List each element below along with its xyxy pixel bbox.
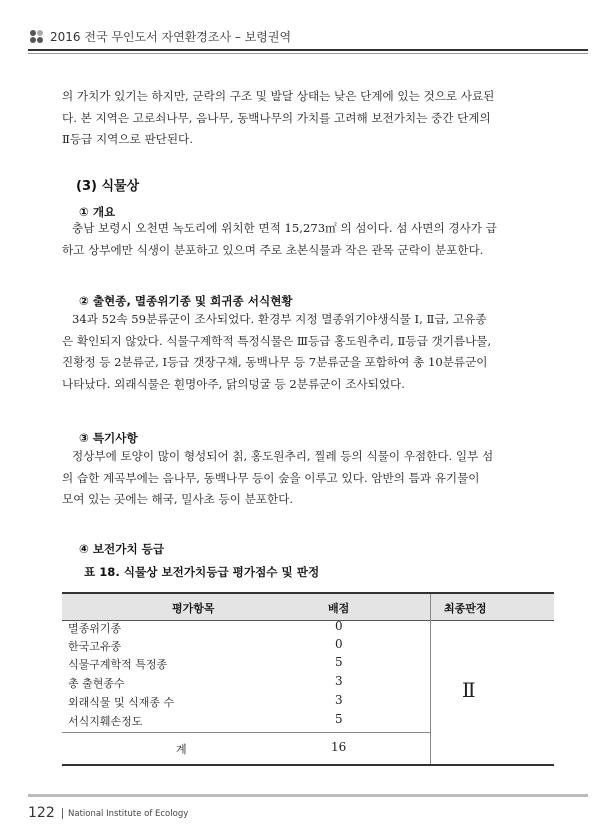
page-number: 122 <box>28 805 55 821</box>
table-row-score: 5 <box>335 712 343 726</box>
sub2-title: ② 출현종, 멸종위기종 및 희귀종 서식현황 <box>79 294 293 308</box>
sub2-line-2: 은 확인되지 않았다. 식물구계학적 특정식물은 Ⅲ등급 홍도원추리, Ⅱ등급 갯기름나물, <box>62 333 492 348</box>
table-row-item: 외래식물 및 식재종 수 <box>68 696 175 709</box>
intro-line-2: 다. 본 지역은 고로쇠나무, 음나무, 동백나무의 가치를 고려해 보전가치는 중간 단계의 <box>62 110 491 125</box>
table-row-item: 총 출현종수 <box>68 677 125 690</box>
sub3-paragraph <box>62 446 554 511</box>
intro-line-1: 의 가치가 있기는 하지만, 군락의 구조 및 발달 상태는 낮은 단계에 있는 것으로 사료된 <box>62 89 495 103</box>
header-score: 배점 <box>328 602 350 615</box>
total-label: 계 <box>176 743 187 756</box>
sub2-line-1: 34과 52속 59분류군이 조사되었다. 환경부 지정 멸종위기야생식물 Ⅰ, Ⅱ급, 고유종 <box>72 312 487 326</box>
table-row-item: 멸종위기종 <box>68 622 122 635</box>
table-row-item: 서식지훼손정도 <box>68 715 143 728</box>
sub1-paragraph <box>62 218 554 261</box>
sub1-line-2: 하고 상부에만 식생이 분포하고 있으며 주로 초본식물과 작은 관목 군락이 분포한다. <box>62 242 484 257</box>
table-bottom-rule <box>62 764 554 766</box>
page-footer <box>28 778 588 822</box>
page-header <box>28 22 588 58</box>
header-dots-icon <box>30 30 44 44</box>
sub2-line-4: 나타났다. 외래식물은 흰명아주, 닭의덩굴 등 2분류군이 조사되었다. <box>62 376 405 391</box>
sub1-line-1: 충남 보령시 오천면 녹도리에 위치한 면적 15,273㎡ 의 섬이다. 섬 사면의 경사가 급 <box>72 221 497 235</box>
total-score: 16 <box>331 740 347 754</box>
table-total-rule <box>62 732 430 733</box>
sub3-title: ③ 특기사항 <box>79 431 138 445</box>
table-row-score: 3 <box>335 674 343 688</box>
sub3-line-3: 모여 있는 곳에는 해국, 밀사초 등이 분포한다. <box>62 492 294 506</box>
sub3-line-1: 정상부에 토양이 많이 형성되어 칡, 홍도원추리, 찔레 등의 식물이 우점한다. 일부 섬 <box>72 449 494 463</box>
sub4-title: ④ 보전가치 등급 <box>79 542 165 556</box>
table-caption: 표 18. 식물상 보전가치등급 평가점수 및 판정 <box>84 565 320 579</box>
table-header-rule <box>62 620 554 621</box>
final-grade: Ⅱ <box>462 678 476 702</box>
header-item: 평가항목 <box>172 602 215 615</box>
table-row-item: 식물구계학적 특정종 <box>68 658 168 671</box>
table-divider <box>430 594 431 764</box>
section-title: (3) 식물상 <box>76 179 140 194</box>
header-title: 2016 전국 무인도서 자연환경조사 – 보령권역 <box>50 30 292 44</box>
table-row-score: 3 <box>335 693 343 707</box>
header-final: 최종판정 <box>444 602 487 615</box>
footer-institute: National Institute of Ecology <box>68 809 189 819</box>
footer-rule <box>28 794 588 797</box>
table-row-score: 0 <box>335 637 343 651</box>
table-row-score: 5 <box>335 655 343 669</box>
sub3-line-2: 의 습한 계곡부에는 음나무, 동백나무 등이 숲을 이루고 있다. 암반의 틈과 유기물이 <box>62 470 480 485</box>
intro-paragraph <box>62 86 554 151</box>
evaluation-table <box>62 592 554 766</box>
table-row-score: 0 <box>335 619 343 633</box>
footer-separator <box>62 808 63 819</box>
header-rule-thin <box>28 53 588 54</box>
table-row-item: 한국고유종 <box>68 640 122 653</box>
sub2-paragraph <box>62 309 554 395</box>
header-rule <box>28 49 588 51</box>
sub2-line-3: 진황정 등 2분류군, Ⅰ등급 갯장구채, 동백나무 등 7분류군을 포함하여 총 10분류군이 <box>62 355 488 369</box>
sub1-title: ① 개요 <box>79 205 116 219</box>
intro-line-3: Ⅱ등급 지역으로 판단된다. <box>62 132 193 146</box>
